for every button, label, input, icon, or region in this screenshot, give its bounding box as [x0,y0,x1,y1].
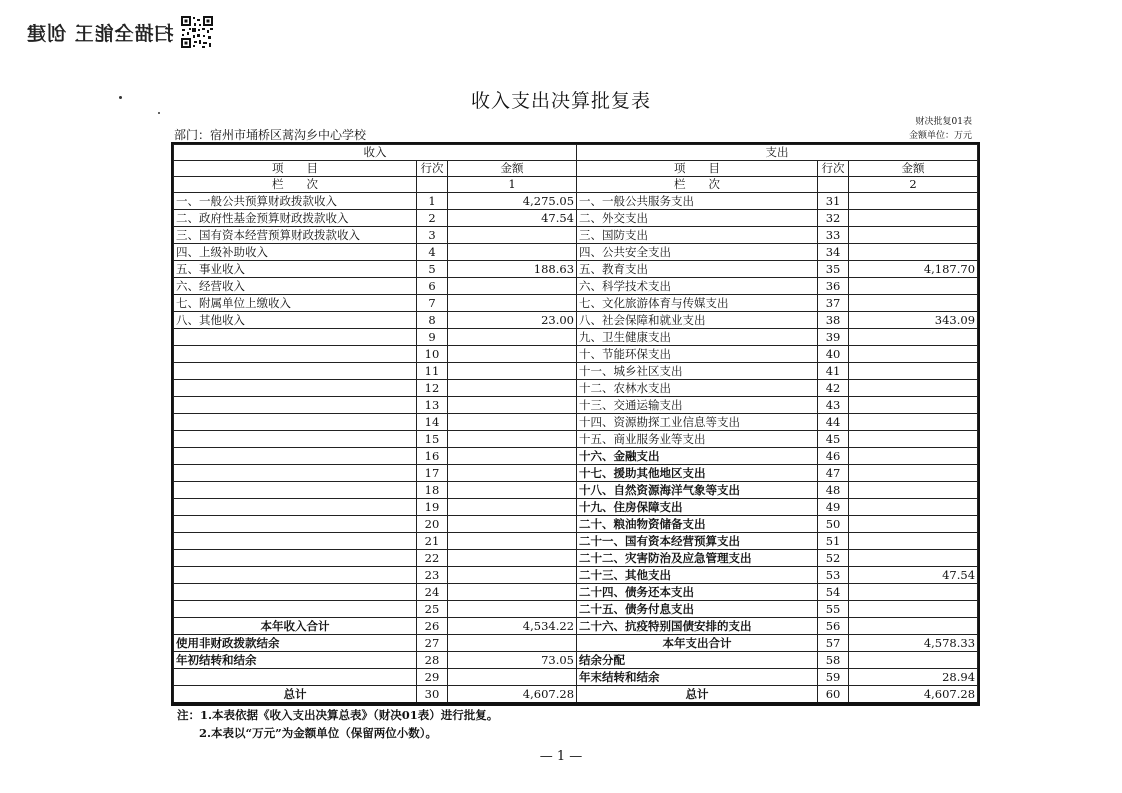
expense-row-number-cell: 41 [818,363,849,380]
table-row [174,499,978,516]
income-row-number-cell: 17 [417,465,448,482]
expense-item-cell: 十五、商业服务业等支出 [577,431,818,448]
income-item-cell: 三、国有资本经营预算财政拨款收入 [174,227,417,244]
expense-item-cell: 十一、城乡社区支出 [577,363,818,380]
income-row-number-cell: 16 [417,448,448,465]
expense-row-number-cell: 46 [818,448,849,465]
expense-row-number-cell: 53 [818,567,849,584]
table-row [174,652,978,669]
income-item-cell: 使用非财政拨款结余 [174,635,417,652]
expense-item-cell: 十七、援助其他地区支出 [577,465,818,482]
income-row-header: 行次 [417,161,448,177]
income-item-cell: 四、上级补助收入 [174,244,417,261]
expense-row-number-cell: 33 [818,227,849,244]
income-item-header: 项 目 [174,161,417,177]
income-item-cell [174,482,417,499]
expense-amount-cell [849,431,978,448]
income-item-cell [174,533,417,550]
income-amount-cell [448,635,577,652]
expense-row-number-cell: 34 [818,244,849,261]
income-item-cell [174,567,417,584]
income-row-number-cell: 25 [417,601,448,618]
expense-item-cell: 二、外交支出 [577,210,818,227]
table-row [174,669,978,686]
expense-amount-cell [849,295,978,312]
income-item-cell [174,346,417,363]
income-row-number-cell: 7 [417,295,448,312]
income-amount-cell [448,431,577,448]
income-row-number-cell: 19 [417,499,448,516]
table-row [174,516,978,533]
table-row [174,533,978,550]
income-item-cell [174,584,417,601]
expense-amount-cell [849,363,978,380]
income-row-number-cell: 3 [417,227,448,244]
expense-row-number-cell: 44 [818,414,849,431]
expense-row-number-cell: 42 [818,380,849,397]
table-header-row [174,145,978,161]
expense-row-number-cell: 50 [818,516,849,533]
expense-amount-cell [849,346,978,363]
expense-row-number-cell: 39 [818,329,849,346]
income-amount-cell [448,414,577,431]
income-row-number-cell: 21 [417,533,448,550]
expense-amount-cell [849,584,978,601]
income-amount-cell [448,363,577,380]
income-amount-cell [448,533,577,550]
expense-row-number-cell: 55 [818,601,849,618]
table-row [174,686,978,704]
expense-row-number-cell: 49 [818,499,849,516]
income-lanci-blank [417,177,448,193]
income-row-number-cell: 2 [417,210,448,227]
income-row-number-cell: 30 [417,686,448,704]
income-row-number-cell: 4 [417,244,448,261]
expense-item-cell: 十二、农林水支出 [577,380,818,397]
expense-amount-cell [849,499,978,516]
expense-amount-cell [849,380,978,397]
income-row-number-cell: 22 [417,550,448,567]
income-row-number-cell: 29 [417,669,448,686]
expense-amount-cell [849,227,978,244]
expense-amount-cell [849,329,978,346]
table-row [174,329,978,346]
expense-amount-cell [849,550,978,567]
expense-item-cell: 结余分配 [577,652,818,669]
expense-amount-cell: 4,187.70 [849,261,978,278]
income-item-cell: 二、政府性基金预算财政拨款收入 [174,210,417,227]
expense-row-number-cell: 32 [818,210,849,227]
expense-row-number-cell: 36 [818,278,849,295]
expense-row-number-cell: 40 [818,346,849,363]
expense-item-cell: 七、文化旅游体育与传媒支出 [577,295,818,312]
table-row [174,414,978,431]
column-header-row [174,161,978,177]
income-item-cell [174,363,417,380]
table-row [174,261,978,278]
income-amount-cell [448,329,577,346]
income-amount-cell [448,669,577,686]
expense-row-number-cell: 60 [818,686,849,704]
expense-amount-cell: 4,578.33 [849,635,978,652]
expense-amount-cell [849,193,978,210]
expense-row-number-cell: 38 [818,312,849,329]
column-number-row [174,177,978,193]
income-amount-cell: 4,275.05 [448,193,577,210]
income-row-number-cell: 18 [417,482,448,499]
expense-amount-cell: 47.54 [849,567,978,584]
scanner-watermark-text: 扫描全能王 创建 [26,22,174,45]
income-row-number-cell: 13 [417,397,448,414]
income-row-number-cell: 1 [417,193,448,210]
expense-row-number-cell: 31 [818,193,849,210]
expense-amount-cell [849,618,978,635]
table-row [174,397,978,414]
table-row [174,210,978,227]
income-row-number-cell: 5 [417,261,448,278]
income-amount-cell [448,227,577,244]
table-row [174,244,978,261]
income-item-cell: 年初结转和结余 [174,652,417,669]
expense-row-number-cell: 52 [818,550,849,567]
department-label: 部门：宿州市埇桥区蒿沟乡中心学校 [174,128,367,142]
expense-amount-cell [849,448,978,465]
table-row [174,363,978,380]
income-amount-cell [448,244,577,261]
expense-amount-cell [849,482,978,499]
expense-amount-cell [849,652,978,669]
income-item-cell [174,448,417,465]
income-item-cell: 六、经营收入 [174,278,417,295]
income-lanci-label: 栏 次 [174,177,417,193]
expense-amount-cell [849,278,978,295]
expense-item-cell: 十四、资源勘探工业信息等支出 [577,414,818,431]
income-row-number-cell: 15 [417,431,448,448]
expense-row-number-cell: 56 [818,618,849,635]
income-amount-cell: 73.05 [448,652,577,669]
expense-row-number-cell: 47 [818,465,849,482]
expense-header: 支出 [577,145,978,161]
income-item-cell [174,601,417,618]
budget-approval-table [173,144,978,704]
income-amount-header: 金额 [448,161,577,177]
table-row [174,278,978,295]
expense-item-cell: 十六、金融支出 [577,448,818,465]
expense-item-cell: 二十三、其他支出 [577,567,818,584]
expense-item-cell: 二十四、债务还本支出 [577,584,818,601]
table-row [174,584,978,601]
expense-item-cell: 二十五、债务付息支出 [577,601,818,618]
income-amount-cell [448,295,577,312]
expense-row-header: 行次 [818,161,849,177]
amount-unit: 金额单位：万元 [908,131,972,141]
income-row-number-cell: 26 [417,618,448,635]
expense-row-number-cell: 35 [818,261,849,278]
income-amount-cell: 47.54 [448,210,577,227]
table-row [174,193,978,210]
scanner-watermark [26,14,214,50]
expense-lanci-blank [818,177,849,193]
income-row-number-cell: 28 [417,652,448,669]
income-amount-cell [448,448,577,465]
expense-item-cell: 十三、交通运输支出 [577,397,818,414]
table-row [174,295,978,312]
expense-item-cell: 本年支出合计 [577,635,818,652]
table-row [174,550,978,567]
income-amount-cell [448,567,577,584]
income-item-cell [174,669,417,686]
expense-item-header: 项 目 [577,161,818,177]
expense-item-cell: 一、一般公共服务支出 [577,193,818,210]
table-row [174,482,978,499]
expense-amount-cell: 4,607.28 [849,686,978,704]
income-row-number-cell: 8 [417,312,448,329]
expense-row-number-cell: 54 [818,584,849,601]
income-row-number-cell: 14 [417,414,448,431]
expense-row-number-cell: 45 [818,431,849,448]
table-row [174,380,978,397]
income-amount-cell [448,550,577,567]
income-item-cell [174,516,417,533]
expense-item-cell: 九、卫生健康支出 [577,329,818,346]
table-row [174,448,978,465]
income-item-cell [174,465,417,482]
expense-column-number: 2 [849,177,978,193]
income-row-number-cell: 24 [417,584,448,601]
income-amount-cell: 188.63 [448,261,577,278]
income-item-cell [174,414,417,431]
income-item-cell [174,550,417,567]
expense-item-cell: 三、国防支出 [577,227,818,244]
expense-item-cell: 二十六、抗疫特别国债安排的支出 [577,618,818,635]
table-row [174,431,978,448]
expense-amount-cell [849,465,978,482]
income-amount-cell [448,601,577,618]
income-amount-cell: 23.00 [448,312,577,329]
income-amount-cell [448,516,577,533]
expense-amount-cell [849,397,978,414]
income-amount-cell [448,465,577,482]
income-row-number-cell: 10 [417,346,448,363]
form-number: 财决批复01表 [915,117,972,127]
table-row [174,346,978,363]
income-item-cell: 一、一般公共预算财政拨款收入 [174,193,417,210]
table-row [174,618,978,635]
note-line-2: 2.本表以“万元”为金额单位（保留两位小数）。 [199,726,437,740]
expense-item-cell: 年末结转和结余 [577,669,818,686]
expense-row-number-cell: 59 [818,669,849,686]
expense-item-cell: 四、公共安全支出 [577,244,818,261]
expense-lanci-label: 栏 次 [577,177,818,193]
table-row [174,635,978,652]
qr-code-icon [180,15,214,49]
income-amount-cell [448,278,577,295]
income-amount-cell [448,482,577,499]
income-item-cell: 五、事业收入 [174,261,417,278]
note-line-1: 注：1.本表依据《收入支出决算总表》（财决01表）进行批复。 [177,708,499,722]
table-row [174,567,978,584]
income-amount-cell: 4,607.28 [448,686,577,704]
expense-amount-cell [849,601,978,618]
income-header: 收入 [174,145,577,161]
income-amount-cell [448,584,577,601]
income-row-number-cell: 27 [417,635,448,652]
expense-amount-header: 金额 [849,161,978,177]
expense-amount-cell [849,414,978,431]
expense-amount-cell [849,516,978,533]
expense-item-cell: 十八、自然资源海洋气象等支出 [577,482,818,499]
income-amount-cell [448,499,577,516]
expense-item-cell: 十、节能环保支出 [577,346,818,363]
income-row-number-cell: 12 [417,380,448,397]
expense-item-cell: 二十二、灾害防治及应急管理支出 [577,550,818,567]
expense-row-number-cell: 43 [818,397,849,414]
table-row [174,227,978,244]
income-item-cell: 七、附属单位上缴收入 [174,295,417,312]
expense-row-number-cell: 57 [818,635,849,652]
expense-item-cell: 二十、粮油物资储备支出 [577,516,818,533]
income-amount-cell [448,380,577,397]
expense-amount-cell [849,244,978,261]
table-row [174,312,978,329]
income-row-number-cell: 11 [417,363,448,380]
income-amount-cell: 4,534.22 [448,618,577,635]
income-item-cell [174,431,417,448]
income-item-cell [174,397,417,414]
income-row-number-cell: 20 [417,516,448,533]
expense-item-cell: 五、教育支出 [577,261,818,278]
income-amount-cell [448,397,577,414]
income-amount-cell [448,346,577,363]
expense-item-cell: 八、社会保障和就业支出 [577,312,818,329]
expense-amount-cell [849,533,978,550]
income-item-cell [174,380,417,397]
expense-item-cell: 十九、住房保障支出 [577,499,818,516]
expense-row-number-cell: 51 [818,533,849,550]
income-row-number-cell: 23 [417,567,448,584]
table-row [174,601,978,618]
income-item-cell: 总计 [174,686,417,704]
expense-row-number-cell: 48 [818,482,849,499]
income-column-number: 1 [448,177,577,193]
expense-item-cell: 二十一、国有资本经营预算支出 [577,533,818,550]
income-item-cell: 八、其他收入 [174,312,417,329]
income-item-cell: 本年收入合计 [174,618,417,635]
expense-item-cell: 六、科学技术支出 [577,278,818,295]
income-row-number-cell: 6 [417,278,448,295]
expense-amount-cell [849,210,978,227]
income-item-cell [174,329,417,346]
table-row [174,465,978,482]
income-row-number-cell: 9 [417,329,448,346]
income-item-cell [174,499,417,516]
expense-row-number-cell: 58 [818,652,849,669]
expense-row-number-cell: 37 [818,295,849,312]
expense-amount-cell: 28.94 [849,669,978,686]
page-number: — 1 — [539,749,583,764]
page-title: 收入支出决算批复表 [470,90,651,112]
expense-amount-cell: 343.09 [849,312,978,329]
expense-item-cell: 总计 [577,686,818,704]
